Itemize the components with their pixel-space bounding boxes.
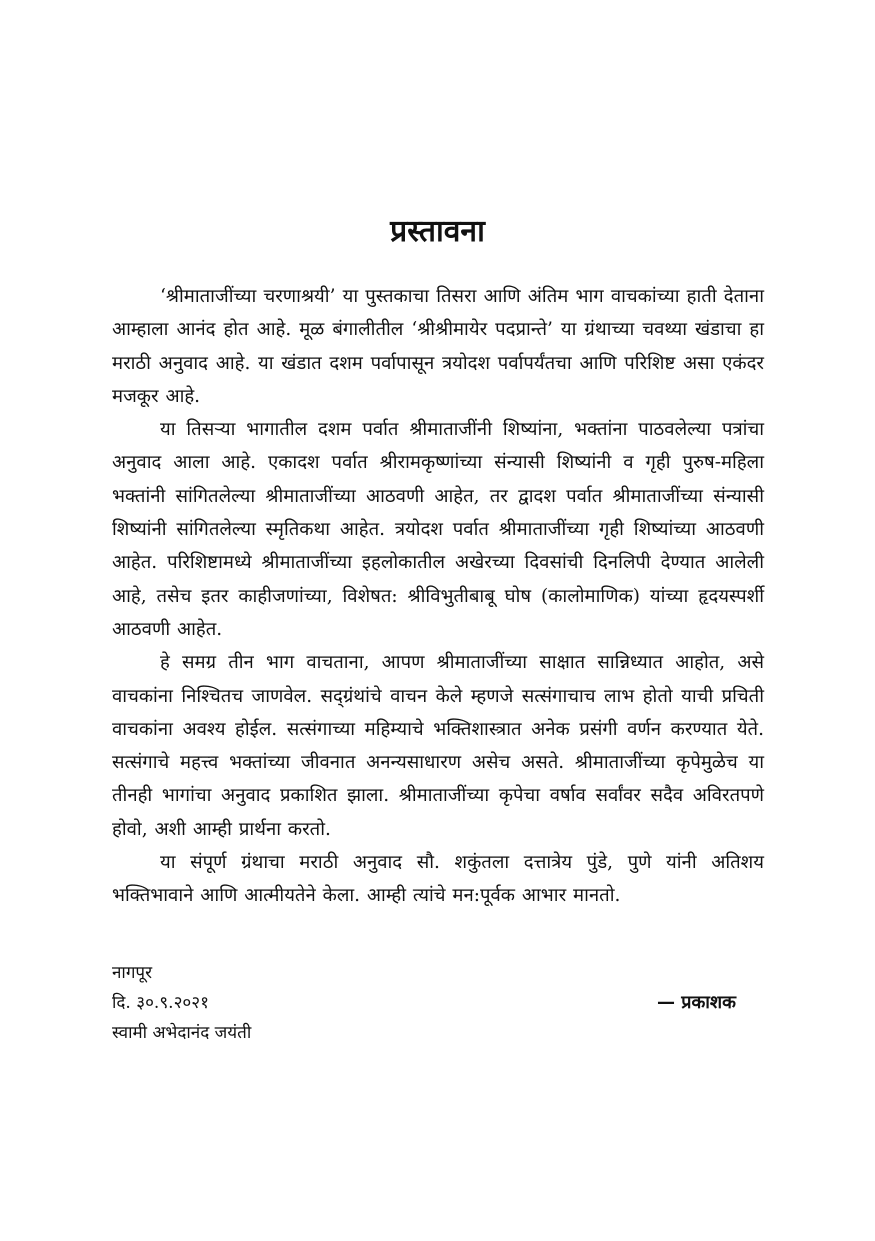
date-text: दि. ३०.९.२०२१: [112, 993, 209, 1013]
preface-body: [112, 280, 764, 913]
page-title: प्रस्तावना: [390, 214, 485, 249]
paragraph: हे समग्र तीन भाग वाचताना, आपण श्रीमाताजींच्या साक्षात सान्निध्यात आहोत, असे वाचकांना निश्चितच जाणवेल. सद्ग्रंथांचे वाचन केले म्हणजे सत्संगाचाच लाभ होतो याची प्रचिती वाचकांना अवश्य होईल. सत्संगाच्या महिम्याचे भक्तिशास्त्रात अनेक प्रसंगी वर्णन करण्यात येते. सत्संगाचे महत्त्व भक्तांच्या जीवनात अनन्यसाधारण असेच असते. श्रीमाताजींच्या कृपेमुळेच या तीनही भागांचा अनुवाद प्रकाशित झाला. श्रीमाताजींच्या कृपेचा वर्षाव सर्वांवर सदैव अविरतपणे होवो, अशी आम्ही प्रार्थना करतो.: [112, 652, 764, 840]
signature-block: [112, 958, 764, 1048]
paragraph: या संपूर्ण ग्रंथाचा मराठी अनुवाद सौ. शकुंतला दत्तात्रेय पुंडे, पुणे यांनी अतिशय भक्तिभावाने आणि आत्मीयतेने केला. आम्ही त्यांचे मन:पूर्वक आभार मानतो.: [112, 852, 764, 907]
occasion-text: स्वामी अभेदानंद जयंती: [112, 1023, 252, 1043]
date-line: [112, 988, 764, 1018]
place-name: नागपूर: [112, 963, 153, 983]
paragraph: या तिसऱ्या भागातील दशम पर्वात श्रीमाताजींनी शिष्यांना, भक्तांना पाठवलेल्या पत्रांचा अनुवाद आला आहे. एकादश पर्वात श्रीरामकृष्णांच्या संन्यासी शिष्यांनी व गृही पुरुष-महिला भक्तांनी सांगितलेल्या श्रीमाताजींच्या आठवणी आहेत, तर द्वादश पर्वात श्रीमाताजींच्या संन्यासी शिष्यांनी सांगितलेल्या स्मृतिकथा आहेत. त्रयोदश पर्वात श्रीमाताजींच्या गृही शिष्यांच्या आठवणी आहेत. परिशिष्टामध्ये श्रीमाताजींच्या इहलोकातील अखेरच्या दिवसांची दिनलिपी देण्यात आलेली आहे, तसेच इतर काहीजणांच्या, विशेषत: श्रीविभुतीबाबू घोष (कालोमाणिक) यांच्या हृदयस्पर्शी आठवणी आहेत.: [112, 419, 764, 640]
publisher-signature: — प्रकाशक: [656, 992, 736, 1013]
paragraph: ‘श्रीमाताजींच्या चरणाश्रयी’ या पुस्तकाचा तिसरा आणि अंतिम भाग वाचकांच्या हाती देताना आम्हाला आनंद होत आहे. मूळ बंगालीतील ‘श्रीश्रीमायेर पदप्रान्ते’ या ग्रंथाच्या चवथ्या खंडाचा हा मराठी अनुवाद आहे. या खंडात दशम पर्वापासून त्रयोदश पर्वापर्यंतचा आणि परिशिष्ट असा एकंदर मजकूर आहे.: [112, 286, 764, 407]
